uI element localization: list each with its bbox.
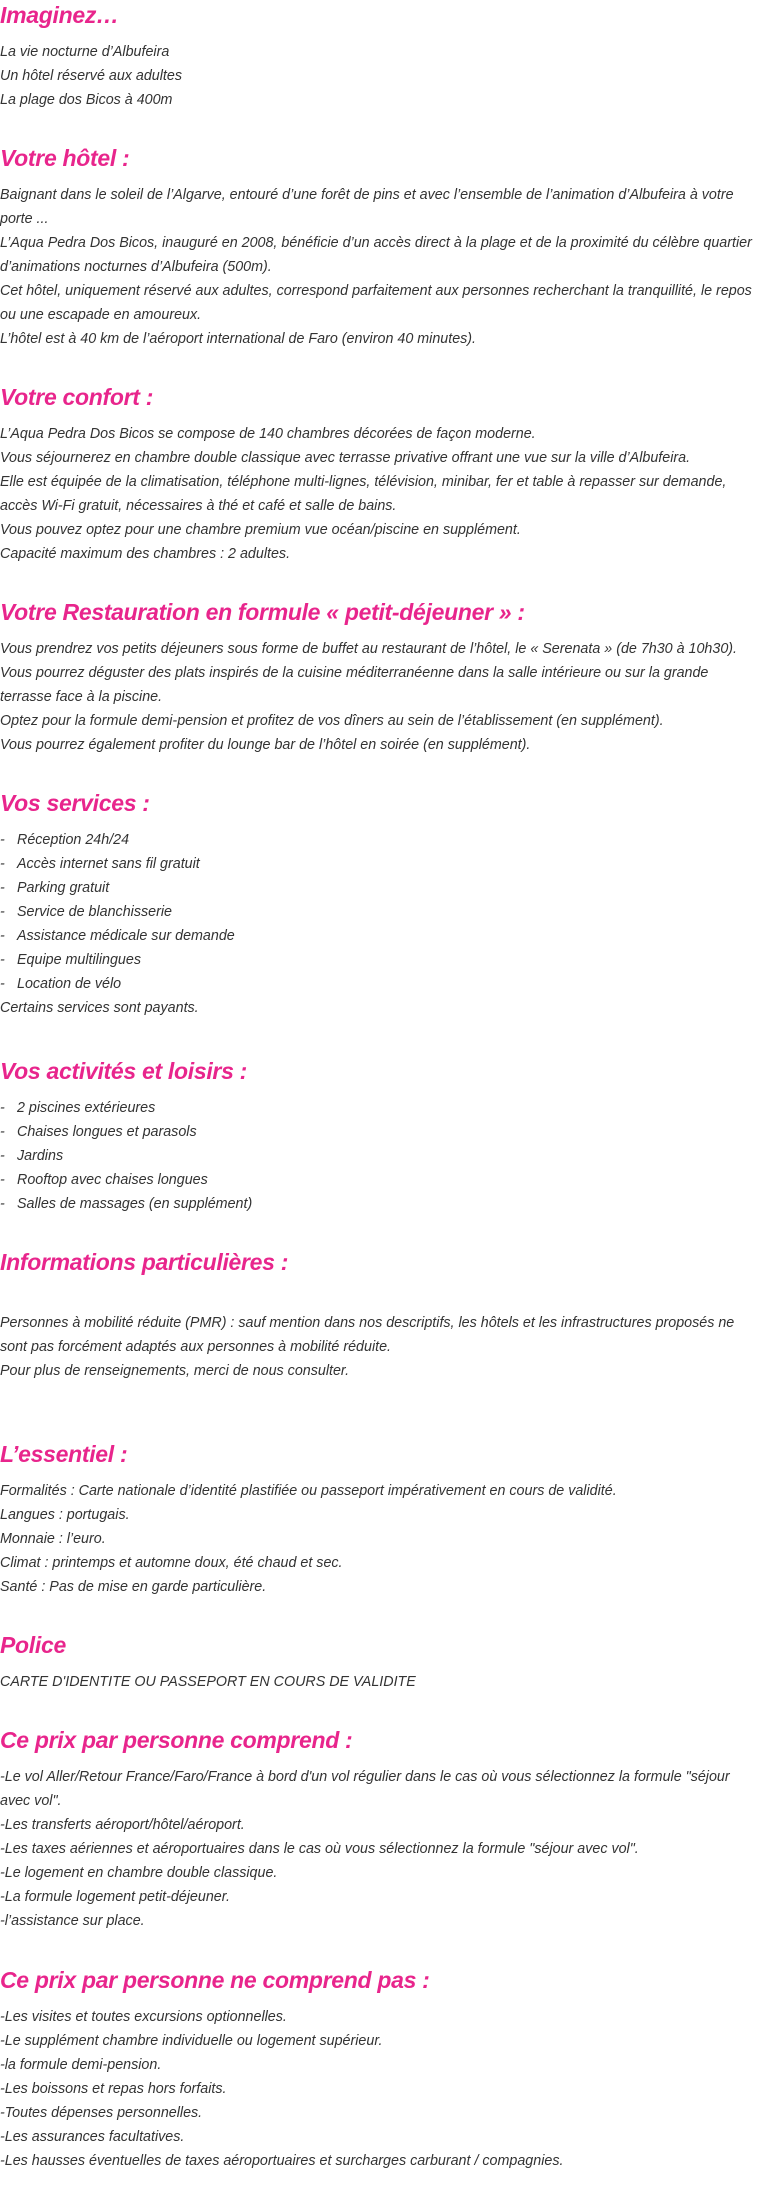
section-essentiel xyxy=(0,1439,755,1599)
essentiel-line: Monnaie : l’euro. xyxy=(0,1531,106,1547)
service-item: - Réception 24h/24 xyxy=(0,832,130,848)
restauration-paragraph: Vous prendrez vos petits déjeuners sous forme de buffet au restaurant de l’hôtel, le « Serenata » (de 7h30 à 10h30). xyxy=(0,641,738,657)
service-item: - Accès internet sans fil gratuit xyxy=(0,856,200,872)
heading-imaginez: Imaginez… xyxy=(0,2,119,28)
heading-activites: Vos activités et loisirs : xyxy=(0,1058,248,1084)
restauration-paragraph: Vous pourrez déguster des plats inspirés de la cuisine méditerranéenne dans la salle intérieure ou sur la grande terrasse face à la piscine. xyxy=(0,665,709,705)
infos-paragraph: Personnes à mobilité réduite (PMR) : sauf mention dans nos descriptifs, les hôtels et les infrastructures proposés ne sont pas forcément adaptés aux personnes à mobilité réduite. xyxy=(0,1315,735,1355)
section-police xyxy=(0,1630,755,1694)
restauration-paragraph: Optez pour la formule demi-pension et profitez de vos dîners au sein de l’établissement (en supplément). xyxy=(0,713,664,729)
heading-hotel: Votre hôtel : xyxy=(0,145,130,171)
comprend-line: -Le logement en chambre double classique. xyxy=(0,1865,278,1881)
imaginez-line: Un hôtel réservé aux adultes xyxy=(0,68,182,84)
essentiel-line: Langues : portugais. xyxy=(0,1507,130,1523)
imaginez-line: La plage dos Bicos à 400m xyxy=(0,92,173,108)
activity-item: - Chaises longues et parasols xyxy=(0,1124,197,1140)
heading-police: Police xyxy=(0,1632,66,1658)
heading-confort: Votre confort : xyxy=(0,384,154,410)
comprend-line: -l’assistance sur place. xyxy=(0,1913,145,1929)
activity-item: - 2 piscines extérieures xyxy=(0,1100,156,1116)
section-imaginez xyxy=(0,0,755,112)
ne-comprend-line: -Les visites et toutes excursions optionnelles. xyxy=(0,2009,287,2025)
ne-comprend-line: -Les hausses éventuelles de taxes aéroportuaires et surcharges carburant / compagnies. xyxy=(0,2153,564,2169)
section-restauration xyxy=(0,597,755,757)
section-comprend xyxy=(0,1725,755,1933)
hotel-paragraph: L’Aqua Pedra Dos Bicos, inauguré en 2008, bénéficie d’un accès direct à la plage et de la proximité du célèbre quartier d’animations nocturnes d’Albufeira (500m). xyxy=(0,235,752,275)
ne-comprend-line: -Toutes dépenses personnelles. xyxy=(0,2105,203,2121)
service-item: - Location de vélo xyxy=(0,976,122,992)
comprend-line: -Les taxes aériennes et aéroportuaires dans le cas où vous sélectionnez la formule "séjour avec vol". xyxy=(0,1841,639,1857)
service-item: - Assistance médicale sur demande xyxy=(0,928,235,944)
heading-ne-comprend: Ce prix par personne ne comprend pas : xyxy=(0,1967,430,1993)
comprend-line: -Le vol Aller/Retour France/Faro/France à bord d'un vol régulier dans le cas où vous sélectionnez la formule "séjour avec vol". xyxy=(0,1769,730,1809)
confort-paragraph: L’Aqua Pedra Dos Bicos se compose de 140 chambres décorées de façon moderne. xyxy=(0,426,536,442)
section-activites xyxy=(0,1056,755,1216)
section-confort xyxy=(0,382,755,566)
service-item: - Equipe multilingues xyxy=(0,952,141,968)
ne-comprend-line: -Les assurances facultatives. xyxy=(0,2129,185,2145)
section-services xyxy=(0,788,755,1020)
section-infos xyxy=(0,1247,755,1383)
police-text: CARTE D'IDENTITE OU PASSEPORT EN COURS DE VALIDITE xyxy=(0,1674,416,1690)
confort-paragraph: Capacité maximum des chambres : 2 adultes. xyxy=(0,546,291,562)
hotel-paragraph: Cet hôtel, uniquement réservé aux adultes, correspond parfaitement aux personnes recherchant la tranquillité, le repos ou une escapade en amoureux. xyxy=(0,283,752,323)
restauration-paragraph: Vous pourrez également profiter du lounge bar de l’hôtel en soirée (en supplément). xyxy=(0,737,531,753)
service-item: - Service de blanchisserie xyxy=(0,904,172,920)
activity-item: - Jardins xyxy=(0,1148,64,1164)
heading-essentiel: L’essentiel : xyxy=(0,1441,128,1467)
comprend-line: -La formule logement petit-déjeuner. xyxy=(0,1889,230,1905)
hotel-paragraph: Baignant dans le soleil de l’Algarve, entouré d’une forêt de pins et avec l’ensemble de l’animation d’Albufeira à votre porte ... xyxy=(0,187,734,227)
imaginez-line: La vie nocturne d’Albufeira xyxy=(0,44,170,60)
confort-paragraph: Elle est équipée de la climatisation, téléphone multi-lignes, télévision, minibar, fer et table à repasser sur demande, accès Wi-Fi gratuit, nécessaires à thé et café et salle de bains. xyxy=(0,474,727,514)
confort-paragraph: Vous séjournerez en chambre double classique avec terrasse privative offrant une vue sur la ville d’Albufeira. xyxy=(0,450,691,466)
comprend-line: -Les transferts aéroport/hôtel/aéroport. xyxy=(0,1817,245,1833)
infos-paragraph: Pour plus de renseignements, merci de nous consulter. xyxy=(0,1363,350,1379)
essentiel-line: Climat : printemps et automne doux, été chaud et sec. xyxy=(0,1555,343,1571)
activity-item: - Rooftop avec chaises longues xyxy=(0,1172,208,1188)
ne-comprend-line: -Le supplément chambre individuelle ou logement supérieur. xyxy=(0,2033,383,2049)
services-note: Certains services sont payants. xyxy=(0,1000,199,1016)
heading-infos: Informations particulières : xyxy=(0,1249,289,1275)
essentiel-line: Santé : Pas de mise en garde particulière. xyxy=(0,1579,267,1595)
service-item: - Parking gratuit xyxy=(0,880,110,896)
hotel-paragraph: L’hôtel est à 40 km de l’aéroport international de Faro (environ 40 minutes). xyxy=(0,331,477,347)
heading-comprend: Ce prix par personne comprend : xyxy=(0,1727,353,1753)
section-ne-comprend xyxy=(0,1965,755,2173)
heading-restauration: Votre Restauration en formule « petit-déjeuner » : xyxy=(0,599,525,625)
confort-paragraph: Vous pouvez optez pour une chambre premium vue océan/piscine en supplément. xyxy=(0,522,521,538)
essentiel-line: Formalités : Carte nationale d’identité plastifiée ou passeport impérativement en cours de validité. xyxy=(0,1483,617,1499)
heading-services: Vos services : xyxy=(0,790,150,816)
ne-comprend-line: -Les boissons et repas hors forfaits. xyxy=(0,2081,227,2097)
section-hotel xyxy=(0,143,755,351)
activity-item: - Salles de massages (en supplément) xyxy=(0,1196,253,1212)
ne-comprend-line: -la formule demi-pension. xyxy=(0,2057,162,2073)
